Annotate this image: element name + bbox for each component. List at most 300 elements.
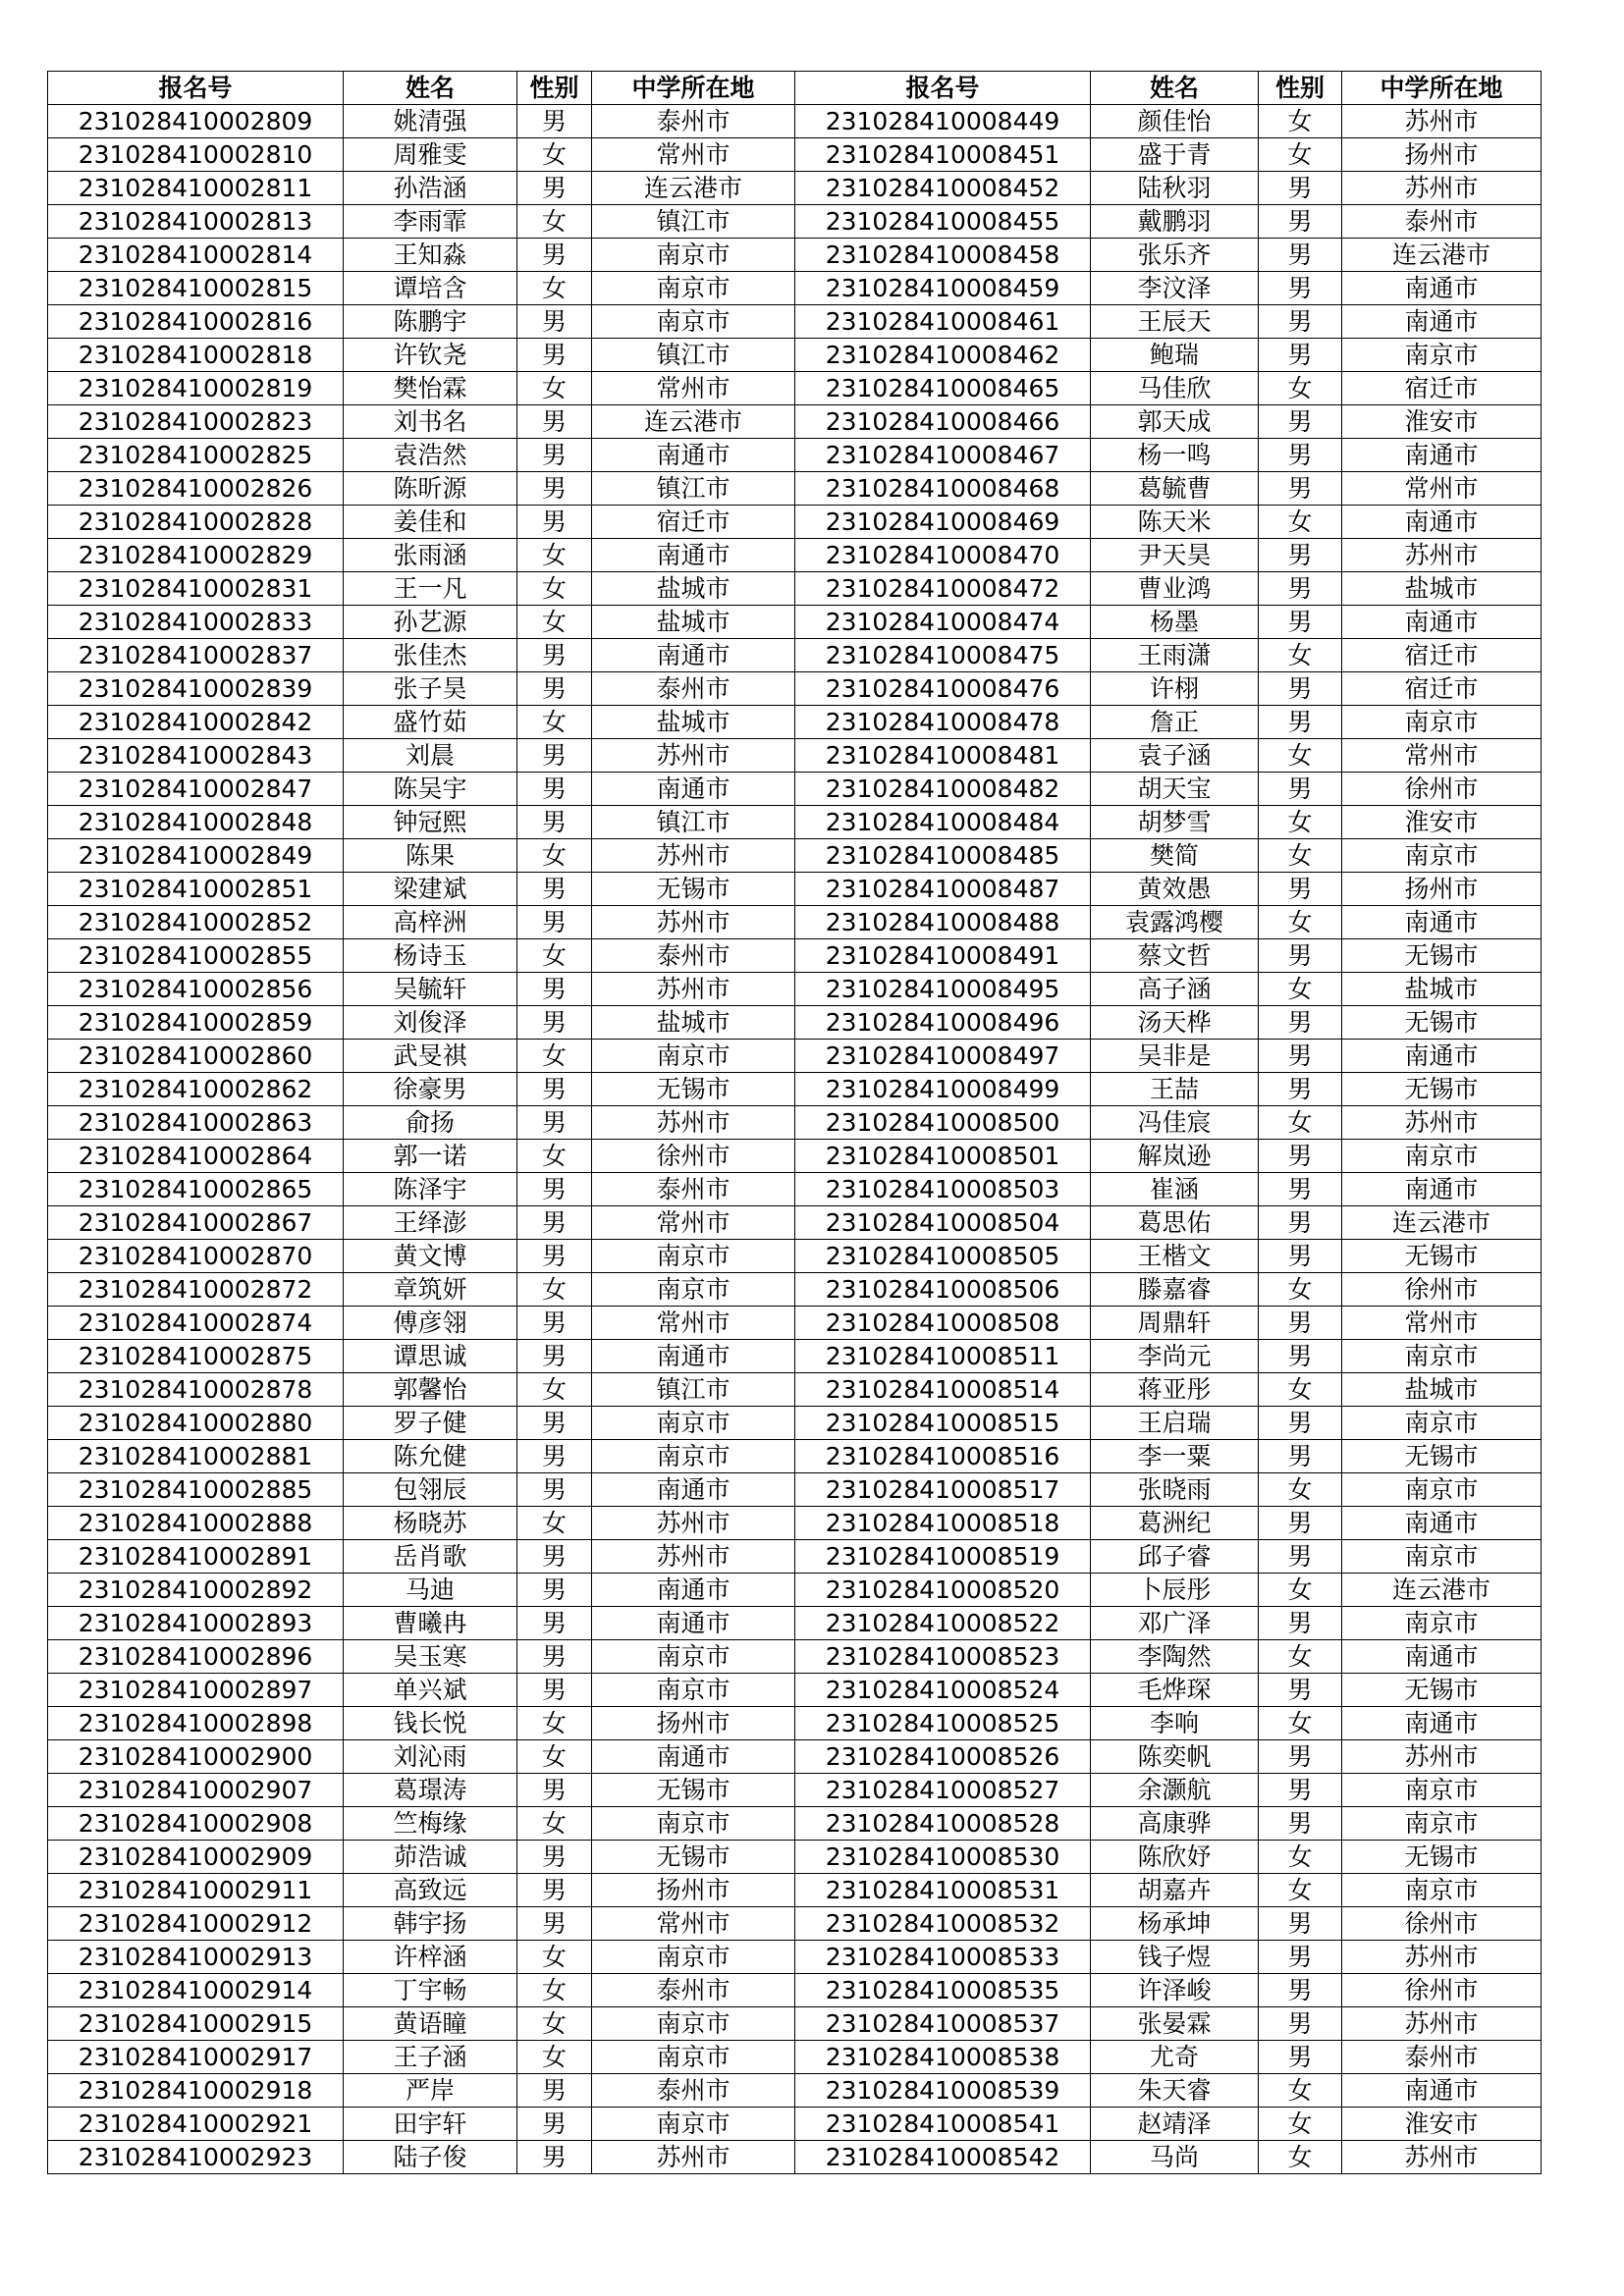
reg-number-cell: 231028410002885 bbox=[48, 1473, 344, 1507]
gender-cell: 男 bbox=[517, 1640, 592, 1674]
school-city-cell: 南京市 bbox=[1342, 1340, 1542, 1373]
reg-number-cell: 231028410008531 bbox=[795, 1874, 1091, 1907]
gender-cell: 女 bbox=[517, 1707, 592, 1740]
reg-number-cell: 231028410002829 bbox=[48, 539, 344, 572]
reg-number-cell: 231028410002859 bbox=[48, 1006, 344, 1040]
gender-cell: 男 bbox=[517, 1774, 592, 1807]
name-cell: 蒋亚彤 bbox=[1091, 1373, 1259, 1407]
gender-cell: 女 bbox=[1259, 105, 1342, 138]
school-city-cell: 无锡市 bbox=[1342, 1240, 1542, 1273]
table-row bbox=[48, 272, 1542, 305]
name-cell: 胡梦雪 bbox=[1091, 806, 1259, 839]
gender-cell: 男 bbox=[1259, 272, 1342, 305]
gender-cell: 男 bbox=[1259, 1974, 1342, 2007]
gender-cell: 女 bbox=[517, 606, 592, 639]
gender-cell: 男 bbox=[517, 439, 592, 472]
reg-number-cell: 231028410008524 bbox=[795, 1674, 1091, 1707]
name-cell: 李汶泽 bbox=[1091, 272, 1259, 305]
school-city-cell: 淮安市 bbox=[1342, 2108, 1542, 2141]
reg-number-cell: 231028410008523 bbox=[795, 1640, 1091, 1674]
name-cell: 周雅雯 bbox=[344, 138, 517, 172]
gender-cell: 女 bbox=[517, 1273, 592, 1307]
name-cell: 解岚逊 bbox=[1091, 1140, 1259, 1173]
school-city-cell: 南通市 bbox=[592, 539, 795, 572]
school-city-cell: 南通市 bbox=[1342, 906, 1542, 939]
table-row bbox=[48, 2074, 1542, 2108]
name-cell: 杨一鸣 bbox=[1091, 439, 1259, 472]
school-city-cell: 泰州市 bbox=[592, 2074, 795, 2108]
name-cell: 王知淼 bbox=[344, 239, 517, 272]
school-city-cell: 南通市 bbox=[1342, 506, 1542, 539]
gender-cell: 女 bbox=[517, 539, 592, 572]
gender-cell: 男 bbox=[1259, 1340, 1342, 1373]
table-row bbox=[48, 1140, 1542, 1173]
gender-cell: 女 bbox=[1259, 1874, 1342, 1907]
name-cell: 谭思诚 bbox=[344, 1340, 517, 1373]
reg-number-cell: 231028410002856 bbox=[48, 973, 344, 1006]
gender-cell: 男 bbox=[517, 2074, 592, 2108]
gender-cell: 女 bbox=[517, 205, 592, 239]
reg-number-cell: 231028410008539 bbox=[795, 2074, 1091, 2108]
reg-number-cell: 231028410002864 bbox=[48, 1140, 344, 1173]
reg-number-cell: 231028410002917 bbox=[48, 2041, 344, 2074]
gender-cell: 男 bbox=[1259, 706, 1342, 739]
name-cell: 袁露鸿樱 bbox=[1091, 906, 1259, 939]
gender-cell: 男 bbox=[517, 239, 592, 272]
table-row bbox=[48, 339, 1542, 372]
gender-cell: 男 bbox=[517, 1674, 592, 1707]
reg-number-cell: 231028410002843 bbox=[48, 739, 344, 773]
reg-number-cell: 231028410002915 bbox=[48, 2007, 344, 2041]
school-city-cell: 南通市 bbox=[1342, 606, 1542, 639]
name-cell: 黄语瞳 bbox=[344, 2007, 517, 2041]
reg-number-cell: 231028410008541 bbox=[795, 2108, 1091, 2141]
table-row bbox=[48, 1273, 1542, 1307]
school-city-cell: 扬州市 bbox=[592, 1874, 795, 1907]
gender-cell: 女 bbox=[517, 1941, 592, 1974]
school-city-cell: 无锡市 bbox=[1342, 1440, 1542, 1473]
gender-cell: 女 bbox=[1259, 1473, 1342, 1507]
name-cell: 陈奕帆 bbox=[1091, 1740, 1259, 1774]
name-cell: 张佳杰 bbox=[344, 639, 517, 672]
school-city-cell: 盐城市 bbox=[1342, 973, 1542, 1006]
school-city-cell: 宿迁市 bbox=[1342, 672, 1542, 706]
table-row bbox=[48, 105, 1542, 138]
reg-number-cell: 231028410008515 bbox=[795, 1407, 1091, 1440]
gender-cell: 女 bbox=[517, 272, 592, 305]
gender-cell: 女 bbox=[1259, 2074, 1342, 2108]
table-row bbox=[48, 806, 1542, 839]
school-city-cell: 苏州市 bbox=[1342, 539, 1542, 572]
reg-number-cell: 231028410002892 bbox=[48, 1574, 344, 1607]
name-cell: 马尚 bbox=[1091, 2141, 1259, 2174]
table-row bbox=[48, 873, 1542, 906]
reg-number-cell: 231028410008508 bbox=[795, 1307, 1091, 1340]
name-cell: 郭天成 bbox=[1091, 405, 1259, 439]
school-city-cell: 镇江市 bbox=[592, 806, 795, 839]
gender-cell: 男 bbox=[1259, 1006, 1342, 1040]
name-cell: 尤奇 bbox=[1091, 2041, 1259, 2074]
reg-number-cell: 231028410008532 bbox=[795, 1907, 1091, 1941]
school-city-cell: 无锡市 bbox=[1342, 1841, 1542, 1874]
name-cell: 梁建斌 bbox=[344, 873, 517, 906]
school-city-cell: 宿迁市 bbox=[1342, 372, 1542, 405]
gender-cell: 男 bbox=[1259, 1206, 1342, 1240]
reg-number-cell: 231028410008491 bbox=[795, 939, 1091, 973]
name-cell: 吴玉寒 bbox=[344, 1640, 517, 1674]
gender-cell: 男 bbox=[517, 773, 592, 806]
gender-cell: 女 bbox=[517, 1507, 592, 1540]
gender-cell: 女 bbox=[517, 939, 592, 973]
reg-number-cell: 231028410008530 bbox=[795, 1841, 1091, 1874]
school-city-cell: 南京市 bbox=[592, 1407, 795, 1440]
school-city-cell: 无锡市 bbox=[592, 1073, 795, 1106]
name-cell: 张子昊 bbox=[344, 672, 517, 706]
reg-number-cell: 231028410002875 bbox=[48, 1340, 344, 1373]
reg-number-cell: 231028410008537 bbox=[795, 2007, 1091, 2041]
table-row bbox=[48, 639, 1542, 672]
gender-cell: 女 bbox=[1259, 1373, 1342, 1407]
name-cell: 钟冠熙 bbox=[344, 806, 517, 839]
table-row bbox=[48, 172, 1542, 205]
reg-number-cell: 231028410008519 bbox=[795, 1540, 1091, 1574]
gender-cell: 男 bbox=[1259, 2041, 1342, 2074]
table-row bbox=[48, 1807, 1542, 1841]
gender-cell: 男 bbox=[517, 506, 592, 539]
name-cell: 葛毓曹 bbox=[1091, 472, 1259, 506]
name-cell: 谭培含 bbox=[344, 272, 517, 305]
name-cell: 李尚元 bbox=[1091, 1340, 1259, 1373]
gender-cell: 男 bbox=[1259, 339, 1342, 372]
reg-number-cell: 231028410008485 bbox=[795, 839, 1091, 873]
gender-cell: 女 bbox=[1259, 973, 1342, 1006]
school-city-cell: 泰州市 bbox=[592, 672, 795, 706]
school-city-cell: 苏州市 bbox=[1342, 1106, 1542, 1140]
gender-cell: 男 bbox=[1259, 205, 1342, 239]
name-cell: 毛烨琛 bbox=[1091, 1674, 1259, 1707]
table-row bbox=[48, 2108, 1542, 2141]
school-city-cell: 南通市 bbox=[592, 439, 795, 472]
table-row bbox=[48, 572, 1542, 606]
name-cell: 汤天桦 bbox=[1091, 1006, 1259, 1040]
reg-number-cell: 231028410008504 bbox=[795, 1206, 1091, 1240]
name-cell: 孙艺源 bbox=[344, 606, 517, 639]
gender-cell: 女 bbox=[517, 1974, 592, 2007]
reg-number-cell: 231028410008466 bbox=[795, 405, 1091, 439]
name-cell: 陈天米 bbox=[1091, 506, 1259, 539]
gender-cell: 女 bbox=[1259, 1707, 1342, 1740]
reg-number-cell: 231028410002849 bbox=[48, 839, 344, 873]
reg-number-cell: 231028410002865 bbox=[48, 1173, 344, 1206]
name-cell: 郭馨怡 bbox=[344, 1373, 517, 1407]
name-cell: 尹天昊 bbox=[1091, 539, 1259, 572]
school-city-cell: 淮安市 bbox=[1342, 806, 1542, 839]
gender-cell: 男 bbox=[517, 639, 592, 672]
reg-number-cell: 231028410002839 bbox=[48, 672, 344, 706]
gender-cell: 男 bbox=[1259, 1540, 1342, 1574]
gender-cell: 男 bbox=[517, 2141, 592, 2174]
school-city-cell: 南京市 bbox=[592, 272, 795, 305]
reg-number-cell: 231028410002823 bbox=[48, 405, 344, 439]
gender-cell: 男 bbox=[517, 472, 592, 506]
name-cell: 樊怡霖 bbox=[344, 372, 517, 405]
reg-number-cell: 231028410002828 bbox=[48, 506, 344, 539]
school-city-cell: 扬州市 bbox=[1342, 873, 1542, 906]
name-cell: 陈吴宇 bbox=[344, 773, 517, 806]
school-city-cell: 南通市 bbox=[592, 639, 795, 672]
reg-number-cell: 231028410008499 bbox=[795, 1073, 1091, 1106]
school-city-cell: 南京市 bbox=[1342, 839, 1542, 873]
school-city-cell: 泰州市 bbox=[592, 1173, 795, 1206]
gender-cell: 男 bbox=[517, 305, 592, 339]
name-cell: 姚清强 bbox=[344, 105, 517, 138]
school-city-cell: 常州市 bbox=[592, 1907, 795, 1941]
gender-cell: 男 bbox=[1259, 1674, 1342, 1707]
header-school-city: 中学所在地 bbox=[1342, 72, 1542, 105]
gender-cell: 男 bbox=[1259, 305, 1342, 339]
school-city-cell: 常州市 bbox=[1342, 739, 1542, 773]
school-city-cell: 南通市 bbox=[1342, 1707, 1542, 1740]
school-city-cell: 徐州市 bbox=[1342, 773, 1542, 806]
school-city-cell: 南京市 bbox=[592, 2108, 795, 2141]
table-row bbox=[48, 1206, 1542, 1240]
name-cell: 单兴斌 bbox=[344, 1674, 517, 1707]
school-city-cell: 南京市 bbox=[1342, 1774, 1542, 1807]
gender-cell: 女 bbox=[517, 706, 592, 739]
school-city-cell: 连云港市 bbox=[592, 405, 795, 439]
gender-cell: 男 bbox=[1259, 1807, 1342, 1841]
name-cell: 李一粟 bbox=[1091, 1440, 1259, 1473]
school-city-cell: 扬州市 bbox=[592, 1707, 795, 1740]
school-city-cell: 南京市 bbox=[592, 2041, 795, 2074]
reg-number-cell: 231028410008458 bbox=[795, 239, 1091, 272]
reg-number-cell: 231028410002912 bbox=[48, 1907, 344, 1941]
name-cell: 许梓涵 bbox=[344, 1941, 517, 1974]
school-city-cell: 南通市 bbox=[1342, 272, 1542, 305]
school-city-cell: 盐城市 bbox=[1342, 572, 1542, 606]
school-city-cell: 镇江市 bbox=[592, 339, 795, 372]
name-cell: 刘俊泽 bbox=[344, 1006, 517, 1040]
gender-cell: 女 bbox=[1259, 1106, 1342, 1140]
name-cell: 杨晓苏 bbox=[344, 1507, 517, 1540]
gender-cell: 男 bbox=[517, 339, 592, 372]
school-city-cell: 南通市 bbox=[1342, 1173, 1542, 1206]
reg-number-cell: 231028410008505 bbox=[795, 1240, 1091, 1273]
reg-number-cell: 231028410008511 bbox=[795, 1340, 1091, 1373]
name-cell: 许栩 bbox=[1091, 672, 1259, 706]
reg-number-cell: 231028410002880 bbox=[48, 1407, 344, 1440]
name-cell: 詹正 bbox=[1091, 706, 1259, 739]
school-city-cell: 苏州市 bbox=[1342, 1941, 1542, 1974]
gender-cell: 男 bbox=[517, 1006, 592, 1040]
name-cell: 郭一诺 bbox=[344, 1140, 517, 1173]
reg-number-cell: 231028410002908 bbox=[48, 1807, 344, 1841]
table-row bbox=[48, 839, 1542, 873]
gender-cell: 男 bbox=[1259, 1073, 1342, 1106]
school-city-cell: 宿迁市 bbox=[592, 506, 795, 539]
school-city-cell: 徐州市 bbox=[1342, 1273, 1542, 1307]
table-row bbox=[48, 239, 1542, 272]
table-row bbox=[48, 1974, 1542, 2007]
reg-number-cell: 231028410008528 bbox=[795, 1807, 1091, 1841]
reg-number-cell: 231028410002897 bbox=[48, 1674, 344, 1707]
name-cell: 刘沁雨 bbox=[344, 1740, 517, 1774]
name-cell: 武旻祺 bbox=[344, 1040, 517, 1073]
name-cell: 陆秋羽 bbox=[1091, 172, 1259, 205]
table-row bbox=[48, 1373, 1542, 1407]
reg-number-cell: 231028410002907 bbox=[48, 1774, 344, 1807]
reg-number-cell: 231028410002825 bbox=[48, 439, 344, 472]
gender-cell: 女 bbox=[517, 1373, 592, 1407]
gender-cell: 男 bbox=[517, 1340, 592, 1373]
gender-cell: 女 bbox=[517, 839, 592, 873]
table-row bbox=[48, 1340, 1542, 1373]
school-city-cell: 南通市 bbox=[1342, 1507, 1542, 1540]
school-city-cell: 南通市 bbox=[1342, 1640, 1542, 1674]
table-row bbox=[48, 939, 1542, 973]
reg-number-cell: 231028410002809 bbox=[48, 105, 344, 138]
name-cell: 滕嘉睿 bbox=[1091, 1273, 1259, 1307]
table-row bbox=[48, 305, 1542, 339]
name-cell: 岳肖歌 bbox=[344, 1540, 517, 1574]
school-city-cell: 苏州市 bbox=[1342, 105, 1542, 138]
reg-number-cell: 231028410008470 bbox=[795, 539, 1091, 572]
name-cell: 张晓雨 bbox=[1091, 1473, 1259, 1507]
reg-number-cell: 231028410002826 bbox=[48, 472, 344, 506]
gender-cell: 男 bbox=[517, 906, 592, 939]
name-cell: 严岸 bbox=[344, 2074, 517, 2108]
name-cell: 孙浩涵 bbox=[344, 172, 517, 205]
table-row bbox=[48, 1740, 1542, 1774]
reg-number-cell: 231028410002852 bbox=[48, 906, 344, 939]
school-city-cell: 南京市 bbox=[1342, 706, 1542, 739]
reg-number-cell: 231028410002867 bbox=[48, 1206, 344, 1240]
table-row bbox=[48, 706, 1542, 739]
reg-number-cell: 231028410002818 bbox=[48, 339, 344, 372]
gender-cell: 男 bbox=[517, 405, 592, 439]
reg-number-cell: 231028410008535 bbox=[795, 1974, 1091, 2007]
name-cell: 杨诗玉 bbox=[344, 939, 517, 973]
table-row bbox=[48, 1040, 1542, 1073]
reg-number-cell: 231028410002900 bbox=[48, 1740, 344, 1774]
reg-number-cell: 231028410008501 bbox=[795, 1140, 1091, 1173]
school-city-cell: 苏州市 bbox=[592, 906, 795, 939]
name-cell: 袁子涵 bbox=[1091, 739, 1259, 773]
school-city-cell: 盐城市 bbox=[592, 706, 795, 739]
gender-cell: 女 bbox=[1259, 1574, 1342, 1607]
header-gender: 性别 bbox=[517, 72, 592, 105]
school-city-cell: 连云港市 bbox=[1342, 1574, 1542, 1607]
gender-cell: 男 bbox=[517, 1440, 592, 1473]
school-city-cell: 南京市 bbox=[592, 1941, 795, 1974]
header-name: 姓名 bbox=[344, 72, 517, 105]
gender-cell: 男 bbox=[1259, 672, 1342, 706]
reg-number-cell: 231028410002837 bbox=[48, 639, 344, 672]
reg-number-cell: 231028410002881 bbox=[48, 1440, 344, 1473]
name-cell: 周鼎轩 bbox=[1091, 1307, 1259, 1340]
gender-cell: 男 bbox=[1259, 239, 1342, 272]
gender-cell: 女 bbox=[517, 1740, 592, 1774]
gender-cell: 男 bbox=[517, 1106, 592, 1140]
name-cell: 颜佳怡 bbox=[1091, 105, 1259, 138]
name-cell: 黄文博 bbox=[344, 1240, 517, 1273]
reg-number-cell: 231028410002893 bbox=[48, 1607, 344, 1640]
school-city-cell: 无锡市 bbox=[1342, 1006, 1542, 1040]
table-row bbox=[48, 1607, 1542, 1640]
name-cell: 袁浩然 bbox=[344, 439, 517, 472]
name-cell: 赵靖泽 bbox=[1091, 2108, 1259, 2141]
school-city-cell: 南通市 bbox=[1342, 2074, 1542, 2108]
reg-number-cell: 231028410002811 bbox=[48, 172, 344, 205]
school-city-cell: 南京市 bbox=[592, 239, 795, 272]
table-row bbox=[48, 372, 1542, 405]
name-cell: 钱子煜 bbox=[1091, 1941, 1259, 1974]
gender-cell: 女 bbox=[1259, 1841, 1342, 1874]
gender-cell: 男 bbox=[517, 1607, 592, 1640]
name-cell: 邱子睿 bbox=[1091, 1540, 1259, 1574]
gender-cell: 男 bbox=[1259, 773, 1342, 806]
name-cell: 俞扬 bbox=[344, 1106, 517, 1140]
name-cell: 田宇轩 bbox=[344, 2108, 517, 2141]
gender-cell: 男 bbox=[517, 1073, 592, 1106]
reg-number-cell: 231028410002819 bbox=[48, 372, 344, 405]
name-cell: 高子涵 bbox=[1091, 973, 1259, 1006]
school-city-cell: 南通市 bbox=[1342, 305, 1542, 339]
reg-number-cell: 231028410008467 bbox=[795, 439, 1091, 472]
school-city-cell: 苏州市 bbox=[592, 1540, 795, 1574]
reg-number-cell: 231028410002814 bbox=[48, 239, 344, 272]
reg-number-cell: 231028410002860 bbox=[48, 1040, 344, 1073]
gender-cell: 女 bbox=[1259, 2141, 1342, 2174]
gender-cell: 男 bbox=[517, 1540, 592, 1574]
name-cell: 高梓洲 bbox=[344, 906, 517, 939]
table-row bbox=[48, 1907, 1542, 1941]
name-cell: 傅彦翎 bbox=[344, 1307, 517, 1340]
reg-number-cell: 231028410002848 bbox=[48, 806, 344, 839]
reg-number-cell: 231028410002863 bbox=[48, 1106, 344, 1140]
reg-number-cell: 231028410008482 bbox=[795, 773, 1091, 806]
school-city-cell: 常州市 bbox=[592, 1206, 795, 1240]
name-cell: 张乐齐 bbox=[1091, 239, 1259, 272]
gender-cell: 男 bbox=[1259, 873, 1342, 906]
reg-number-cell: 231028410002896 bbox=[48, 1640, 344, 1674]
gender-cell: 男 bbox=[1259, 1774, 1342, 1807]
school-city-cell: 南京市 bbox=[592, 1807, 795, 1841]
school-city-cell: 苏州市 bbox=[592, 839, 795, 873]
gender-cell: 女 bbox=[1259, 806, 1342, 839]
gender-cell: 男 bbox=[517, 1173, 592, 1206]
name-cell: 竺梅缘 bbox=[344, 1807, 517, 1841]
gender-cell: 男 bbox=[1259, 2007, 1342, 2041]
table-row bbox=[48, 2041, 1542, 2074]
school-city-cell: 无锡市 bbox=[1342, 1674, 1542, 1707]
reg-number-cell: 231028410002914 bbox=[48, 1974, 344, 2007]
gender-cell: 男 bbox=[1259, 1407, 1342, 1440]
name-cell: 蔡文哲 bbox=[1091, 939, 1259, 973]
name-cell: 韩宇扬 bbox=[344, 1907, 517, 1941]
gender-cell: 男 bbox=[517, 2108, 592, 2141]
reg-number-cell: 231028410008538 bbox=[795, 2041, 1091, 2074]
table-row bbox=[48, 1473, 1542, 1507]
gender-cell: 男 bbox=[1259, 572, 1342, 606]
name-cell: 盛竹茹 bbox=[344, 706, 517, 739]
school-city-cell: 无锡市 bbox=[592, 1774, 795, 1807]
name-cell: 陈昕源 bbox=[344, 472, 517, 506]
reg-number-cell: 231028410002909 bbox=[48, 1841, 344, 1874]
gender-cell: 女 bbox=[1259, 639, 1342, 672]
reg-number-cell: 231028410002851 bbox=[48, 873, 344, 906]
reg-number-cell: 231028410008533 bbox=[795, 1941, 1091, 1974]
